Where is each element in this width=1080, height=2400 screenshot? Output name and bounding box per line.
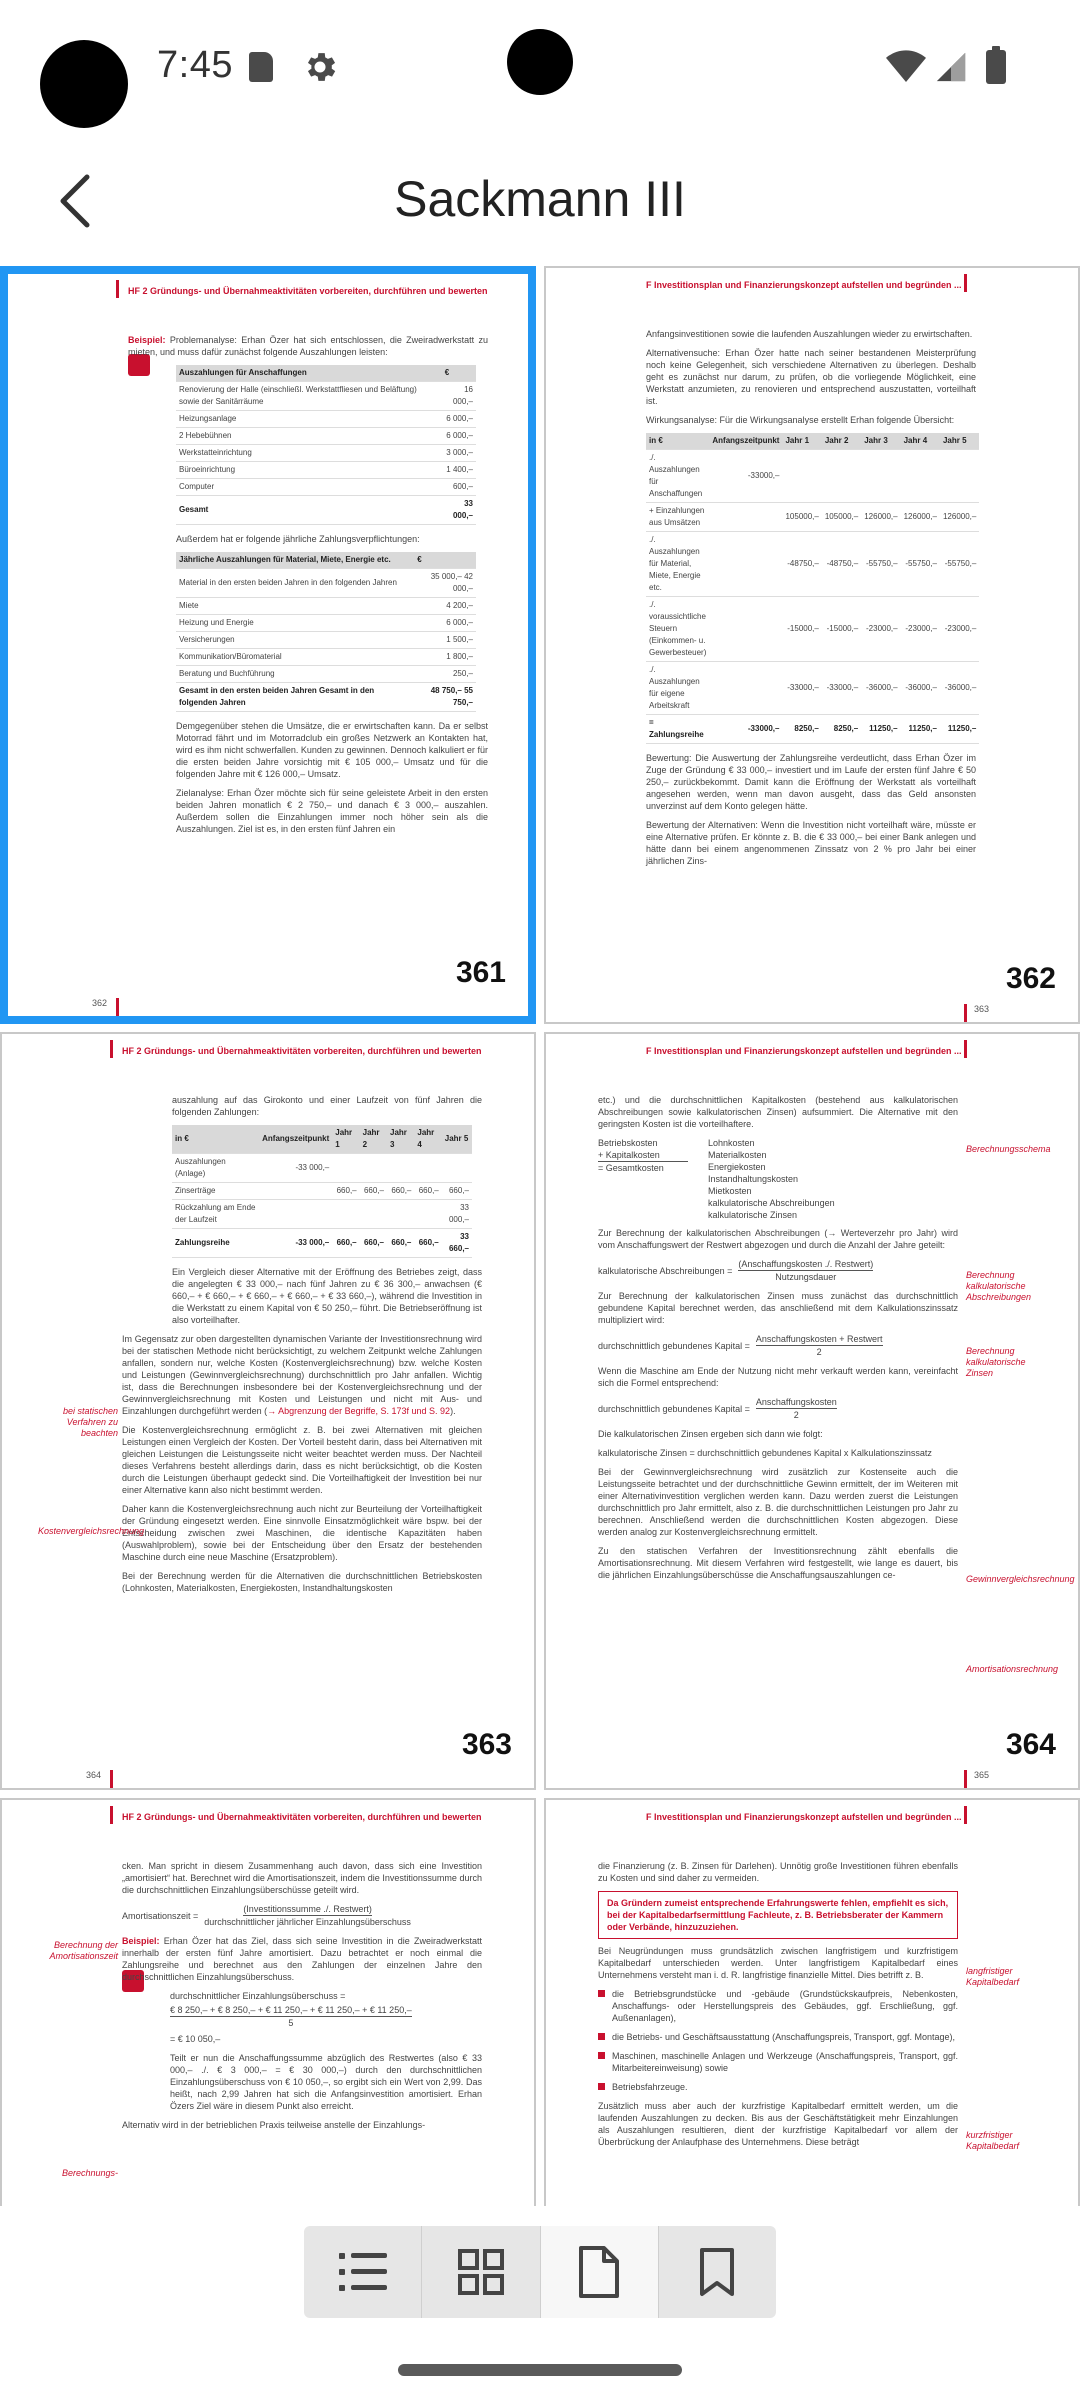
page-body xyxy=(598,1860,958,2155)
example-label: Beispiel: xyxy=(122,1936,160,1946)
table-cell: 2 Hebebühnen xyxy=(176,428,442,445)
formula-numerator: Anschaffungskosten + Restwert xyxy=(755,1334,883,1344)
table-cell: 660,– xyxy=(414,1229,441,1258)
page-thumbnail-366[interactable] xyxy=(544,1798,1080,2206)
table-cell xyxy=(709,503,782,532)
table-cell: 1 400,– xyxy=(442,462,476,479)
bullet-icon xyxy=(598,1990,605,1997)
footer-marker xyxy=(964,1770,967,1788)
annual-payments-table xyxy=(176,552,476,712)
table-cell xyxy=(360,1200,387,1229)
formula-denominator: durchschnittlicher jährlicher Einzahlungsüberschuss xyxy=(204,1917,411,1927)
paragraph: Alternativ wird in der betrieblichen Praxis teilweise anstelle der Einzahlungs- xyxy=(122,2120,426,2130)
table-cell xyxy=(782,450,821,503)
table-cell xyxy=(332,1154,359,1183)
calculation-scheme xyxy=(598,1137,958,1221)
paragraph: Daher kann die Kostenvergleichsrechnung auch nicht zur Beurteilung der Vorteilhaftigkeit der Gründung eingesetzt werden. Eine sinnvolle Einsatzmöglichkeit wäre bspw. bei der Entscheidung zwischen zwei Maschinen, die identische Kapazitäten haben (Auswahlproblem), sowie bei der Entscheidung über den Ersatz der bestehenden Maschine durch eine neue Maschine (Ersatzproblem). xyxy=(122,1504,482,1562)
table-cell xyxy=(414,1154,441,1183)
paragraph: Demgegenüber stehen die Umsätze, die er erwirtschaften kann. Da er selbst Motorrad fährt und im Motorradclub ein großes Netzwerk an Kontakten hat, wird es ihm nicht schwerfallen. Kunden zu gewinnen. Dennoch kalkuliert er für die ersten beiden Jahre vorsichtig mit € 105 000,– Umsatz und für die folgenden Jahre mit € 126 000,– Umsatz. xyxy=(176,721,488,779)
view-toolbar xyxy=(304,2226,776,2318)
table-cell: 35 000,– 42 000,– xyxy=(414,569,476,598)
paragraph: durchschnittlicher Einzahlungsüberschuss = xyxy=(170,1991,346,2001)
paragraph: kalkulatorische Zinsen = durchschnittlich gebundenes Kapital x Kalkulationszinssatz xyxy=(598,1448,932,1458)
table-cell: ./. voraussichtliche Steuern (Einkommen- u. Gewerbesteuer) xyxy=(646,597,709,662)
table-cell: -48750,– xyxy=(782,532,821,597)
table-cell: 660,– xyxy=(387,1183,414,1200)
table-cell: 6 000,– xyxy=(414,615,476,632)
document-page-icon xyxy=(578,2245,620,2299)
margin-note: kurzfristiger Kapitalbedarf xyxy=(966,2130,1020,2151)
paragraph: Bewertung: Die Auswertung der Zahlungsreihe verdeutlicht, dass Erhan Özer im Zuge der Gründung € 33 000,– investiert und im Laufe der ersten fünf Jahre € 50 250,– zurückbekommt. Damit kann die Eröffnung der Werkstatt als vorteilhaft angesehen werden, wenn man davon ausgeht, dass das Geld ansonsten unverzinst auf dem Konto gelegen hätte. xyxy=(646,753,976,811)
page-thumbnail-365[interactable] xyxy=(0,1798,536,2206)
table-cell: 660,– xyxy=(360,1183,387,1200)
table-cell: Heizungsanlage xyxy=(176,411,442,428)
scheme-item: Energiekosten xyxy=(708,1162,766,1172)
table-header: Jahr 1 xyxy=(782,433,821,450)
table-cell: 3 000,– xyxy=(442,445,476,462)
grid-view-button[interactable] xyxy=(422,2226,539,2318)
page-header: F Investitionsplan und Finanzierungskonzept aufstellen und begründen ... xyxy=(646,1046,962,1056)
table-cell: Renovierung der Halle (einschließl. Werkstattfliesen und Beläftung) sowie der Sanitärräume xyxy=(176,382,442,411)
footer-marker xyxy=(110,1770,113,1788)
table-cell: 11250,– xyxy=(861,715,900,744)
formula-capital-simple xyxy=(598,1396,958,1421)
scheme-label: Betriebskosten xyxy=(598,1138,658,1148)
table-header: Jahr 5 xyxy=(442,1125,472,1154)
average-calculation xyxy=(170,2004,412,2029)
table-cell xyxy=(259,1200,332,1229)
scheme-item: kalkulatorische Abschreibungen xyxy=(708,1198,835,1208)
formula-amortisation xyxy=(122,1903,482,1928)
scheme-item: Mietkosten xyxy=(708,1186,752,1196)
page-header: HF 2 Gründungs- und Übernahmeaktivitäten vorbereiten, durchführen und bewerten xyxy=(128,286,488,296)
formula-numerator: Anschaffungskosten xyxy=(755,1397,837,1407)
table-cell: -33000,– xyxy=(709,715,782,744)
table-header: Jahr 3 xyxy=(861,433,900,450)
list-item xyxy=(598,1988,958,2024)
table-cell: ./. Auszahlungen für Material, Miete, Energie etc. xyxy=(646,532,709,597)
paragraph: Anfangsinvestitionen sowie die laufenden Auszahlungen wieder zu erwirtschaften. xyxy=(646,329,973,339)
page-body xyxy=(128,334,488,842)
table-cell xyxy=(259,1183,332,1200)
table-header: Jahr 3 xyxy=(387,1125,414,1154)
page-view-button[interactable] xyxy=(541,2226,658,2318)
table-cell: 1 500,– xyxy=(414,632,476,649)
printed-page-number: 364 xyxy=(86,1770,102,1780)
header-marker xyxy=(964,1806,967,1824)
formula-denominator: 2 xyxy=(816,1347,822,1357)
margin-note: langfristiger Kapitalbedarf xyxy=(966,1966,1020,1987)
table-cell: 33 660,– xyxy=(442,1229,472,1258)
scheme-item: kalkulatorische Zinsen xyxy=(708,1210,798,1220)
page-header: F Investitionsplan und Finanzierungskonzept aufstellen und begründen ... xyxy=(646,1812,962,1822)
paragraph: Wenn die Maschine am Ende der Nutzung nicht mehr verkauft werden kann, vereinfacht sich die Formel entsprechend: xyxy=(598,1366,958,1388)
table-cell: 11250,– xyxy=(901,715,940,744)
page-thumbnail-364[interactable] xyxy=(544,1032,1080,1790)
margin-note: Kostenvergleichsrechnung xyxy=(38,1526,145,1536)
formula-lhs: Amortisationszeit = xyxy=(122,1910,199,1921)
margin-note: Berechnungsschema xyxy=(966,1144,1051,1154)
table-cell: -55750,– xyxy=(940,532,979,597)
table-cell: 33 000,– xyxy=(442,496,476,525)
paragraph: ). xyxy=(450,1406,456,1416)
table-cell: 4 200,– xyxy=(414,598,476,615)
margin-note: Amortisationsrechnung xyxy=(966,1664,1059,1674)
table-cell: -33000,– xyxy=(782,662,821,715)
margin-note: Berechnungs- xyxy=(61,2168,118,2178)
list-icon xyxy=(337,2249,389,2295)
formula-depreciation xyxy=(598,1258,958,1283)
table-cell xyxy=(709,597,782,662)
paragraph: Zur Berechnung der kalkulatorischen Zinsen muss zunächst das durchschnittlich gebundene Kapital berechnet werden, das anschließend mit dem Kalkulationszinssatz multipliziert wird: xyxy=(598,1291,958,1325)
scheme-item: Lohnkosten xyxy=(708,1138,755,1148)
scheme-item: Materialkosten xyxy=(708,1150,767,1160)
page-number: 363 xyxy=(461,1728,512,1761)
table-cell xyxy=(414,1200,441,1229)
table-cell: 105000,– xyxy=(782,503,821,532)
formula-lhs: durchschnittlich gebundenes Kapital = xyxy=(598,1340,750,1351)
table-cell: -23000,– xyxy=(940,597,979,662)
table-cell: -36000,– xyxy=(861,662,900,715)
table-cell xyxy=(901,450,940,503)
paragraph: Die kalkulatorischen Zinsen ergeben sich dann wie folgt: xyxy=(598,1429,823,1439)
header-marker xyxy=(964,274,967,292)
paragraph: Alternativensuche: Erhan Özer hatte nach seiner bestandenen Meisterprüfung noch keine Gelegenheit, sich verschiedene Alternativen zu überlegen. Deshalb geht es zunächst nur darum, zu prüfen, ob die vorliegende Möglichkeit, eine Werkstatt anzumieten, zu renovieren und entsprechend auszustatten, vorteilhaft ist. xyxy=(646,348,976,406)
page-body xyxy=(22,1094,482,1601)
table-cell: 126000,– xyxy=(940,503,979,532)
table-cell: 8250,– xyxy=(782,715,821,744)
table-cell: = Zahlungsreihe xyxy=(646,715,709,744)
paragraph: Im Gegensatz zur oben dargestellten dynamischen Variante der Investitionsrechnung wird bei der statischen Methode nicht berücksichtigt, zu welchem Zeitpunkt welche Zahlungen anfallen, sondern nur, welche Kosten (Kostenvergleichsrechnung) bzw. welche Kosten und Leistungen (Gewinnvergleichsrechnung) durchschnittlich pro Jahr anfallen. Wichtig ist, dass die Berechnungen insbesondere bei der Kostenvergleichsrechnung und der Gewinnvergleichsrechnung mit Kosten und Leistungen und nicht mit Aus- und Einzahlungen durchgeführt werden ( xyxy=(122,1334,482,1416)
page-number: 361 xyxy=(455,956,506,989)
table-cell: 33 000,– xyxy=(442,1200,472,1229)
paragraph: Zielanalyse: Erhan Özer möchte sich für seine geleistete Arbeit in den ersten beiden Jahren monatlich € 2 750,– und danach € 3 000,– auszahlen. Außerdem sollen die Einzahlungen immer noch höher sein als die Auszahlungen. Ziel ist es, in den ersten fünf Jahren ein xyxy=(176,788,488,834)
table-cell: 250,– xyxy=(414,666,476,683)
table-cell: Versicherungen xyxy=(176,632,414,649)
table-cell: 600,– xyxy=(442,479,476,496)
page-thumbnail-363[interactable] xyxy=(0,1032,536,1790)
list-item-text: Betriebsfahrzeuge. xyxy=(612,2082,688,2092)
paragraph: Bewertung der Alternativen: Wenn die Investition nicht vorteilhaft wäre, müsste er eine Alternative prüfen. Er könnte z. B. die € 33 000,– bei einer Bank anlegen und hätte dann bei einem angenommenen Zinssatz von 2 % pro Jahr bei einer jährlichen Zins- xyxy=(646,820,976,866)
paragraph: Zu den statischen Verfahren der Investitionsrechnung zählt ebenfalls die Amortisationsrechnung. Mit diesem Verfahren wird festgestellt, wie lange es dauert, bis die jährlichen Einzahlungsüberschüsse die Anschaffungsauszahlungen ce- xyxy=(598,1546,958,1580)
calculation-result: = € 10 050,– xyxy=(170,2034,221,2044)
table-cell: Werkstatteinrichtung xyxy=(176,445,442,462)
printed-page-number: 363 xyxy=(974,1004,990,1014)
table-cell xyxy=(360,1154,387,1183)
table-header: Jahr 4 xyxy=(901,433,940,450)
margin-note: Berechnung kalkulatorische Zinsen xyxy=(966,1346,1026,1378)
list-item-text: Maschinen, maschinelle Anlagen und Werkzeuge (Anschaffungspreis, Transport, ggf. Mitarbeitereinweisung) sowie xyxy=(612,2051,958,2073)
table-cell: 48 750,– 55 750,– xyxy=(414,683,476,712)
example-label: Beispiel: xyxy=(128,335,166,345)
front-camera xyxy=(507,29,573,95)
info-callout: Da Gründern zumeist entsprechende Erfahrungswerte fehlen, empfiehlt es sich, bei der Kapitalbedarfsermittlung Fachleute, z. B. Betriebsberater der Kammern oder Verbände, hinzuzuziehen. xyxy=(598,1891,958,1939)
page-number: 362 xyxy=(1005,962,1056,995)
table-header: Jahr 2 xyxy=(360,1125,387,1154)
list-item xyxy=(598,2031,958,2043)
header-marker xyxy=(116,280,119,298)
outline-list-button[interactable] xyxy=(304,2226,421,2318)
paragraph: auszahlung auf das Girokonto und einer Laufzeit von fünf Jahren die folgenden Zahlungen: xyxy=(172,1095,482,1117)
paragraph: Wirkungsanalyse: Für die Wirkungsanalyse erstellt Erhan folgende Übersicht: xyxy=(646,415,955,425)
bullet-icon xyxy=(598,2083,605,2090)
bullet-list xyxy=(598,1988,958,2093)
table-cell: Kommunikation/Büromaterial xyxy=(176,649,414,666)
page-body xyxy=(122,1860,482,2138)
table-header: Jahr 5 xyxy=(940,433,979,450)
paragraph: Bei der Gewinnvergleichsrechnung wird zusätzlich zur Kostenseite auch die Leistungsseite betrachtet und der durchschnittliche Gewinn ermittelt, der im Weiteren mit einer Alternativinvestition verglichen werden kann. Dazu werden zuerst die Leistungen durchschnittlich pro Jahr ermittelt, also z. B. die durchschnittlichen Leistungen pro Jahr zu berechnen. Anschließend werden die durchschnittlichen Kosten abgezogen. Diese werden analog zur Kostenvergleichsrechnung ermittelt. xyxy=(598,1467,958,1537)
gear-icon xyxy=(301,48,339,86)
page-thumbnail-grid[interactable] xyxy=(0,266,1080,2206)
table-cell: + Einzahlungen aus Umsätzen xyxy=(646,503,709,532)
document-title: Sackmann III xyxy=(394,171,686,227)
page-body xyxy=(646,328,976,874)
table-header: in € xyxy=(646,433,709,450)
table-cell xyxy=(709,662,782,715)
table-cell: -15000,– xyxy=(782,597,821,662)
table-cell: ./. Auszahlungen für Anschaffungen xyxy=(646,450,709,503)
table-cell: -33000,– xyxy=(822,662,861,715)
page-header: HF 2 Gründungs- und Übernahmeaktivitäten vorbereiten, durchführen und bewerten xyxy=(122,1046,482,1056)
table-header: Anfangszeitpunkt xyxy=(259,1125,332,1154)
table-header: Jahr 1 xyxy=(332,1125,359,1154)
scheme-item: Instandhaltungskosten xyxy=(708,1174,799,1184)
status-time: 7:45 xyxy=(157,44,233,86)
table-cell: 6 000,– xyxy=(442,411,476,428)
page-header: F Investitionsplan und Finanzierungskonzept aufstellen und begründen ... xyxy=(646,280,962,290)
footer-marker xyxy=(964,1004,967,1022)
cashflow-table xyxy=(646,433,979,744)
table-header: Auszahlungen für Anschaffungen xyxy=(176,365,442,382)
table-cell: -15000,– xyxy=(822,597,861,662)
table-header: € xyxy=(442,365,476,382)
table-cell: Material in den ersten beiden Jahren in den folgenden Jahren xyxy=(176,569,414,598)
table-cell: ./. Auszahlungen für eigene Arbeitskraft xyxy=(646,662,709,715)
table-cell xyxy=(709,532,782,597)
table-cell: -55750,– xyxy=(901,532,940,597)
table-cell xyxy=(332,1200,359,1229)
table-cell: Büroeinrichtung xyxy=(176,462,442,479)
scheme-label: = Gesamtkosten xyxy=(598,1161,688,1174)
paragraph: Bei der Berechnung werden für die Alternativen die durchschnittlichen Betriebskosten (Lohnkosten, Materialkosten, Energiekosten, Instandhaltungskosten xyxy=(122,1571,482,1593)
table-cell: 6 000,– xyxy=(442,428,476,445)
battery-icon xyxy=(986,50,1006,84)
formula-numerator: (Anschaffungskosten ./. Restwert) xyxy=(738,1259,874,1269)
table-header: Jährliche Auszahlungen für Material, Miete, Energie etc. xyxy=(176,552,414,569)
table-cell xyxy=(442,1154,472,1183)
page-number: 364 xyxy=(1005,1728,1056,1761)
list-item xyxy=(598,2050,958,2074)
grid-icon xyxy=(457,2248,505,2296)
formula-numerator: € 8 250,– + € 8 250,– + € 11 250,– + € 11 250,– + € 11 250,– xyxy=(170,2005,412,2015)
table-cell: -48750,– xyxy=(822,532,861,597)
paragraph: Bei Neugründungen muss grundsätzlich zwischen langfristigem und kurzfristigem Kapitalbedarf unterschieden werden. Unter langfristigem Kapitalbedarf eines Unternehmens versteht man i. d. R. langfristige finanzielle Mittel. Dies betrifft z. B. xyxy=(598,1946,958,1980)
paragraph: Außerdem hat er folgende jährliche Zahlungsverpflichtungen: xyxy=(176,534,420,544)
page-thumbnail-362[interactable] xyxy=(544,266,1080,1024)
table-cell: -23000,– xyxy=(861,597,900,662)
paragraph: etc.) und die durchschnittlichen Kapitalkosten (bestehend aus kalkulatorischen Abschreibungen sowie kalkulatorischen Zinsen) aufsummiert. Die Alternative mit den geringsten Kosten ist die vorteilhaftere. xyxy=(598,1095,958,1129)
table-cell: 660,– xyxy=(332,1183,359,1200)
table-cell: -33 000,– xyxy=(259,1154,332,1183)
table-cell xyxy=(387,1200,414,1229)
table-cell xyxy=(861,450,900,503)
table-header: € xyxy=(414,552,476,569)
formula-denominator: 2 xyxy=(793,1410,799,1420)
gesture-home-bar[interactable] xyxy=(398,2364,682,2376)
table-cell: Zahlungsreihe xyxy=(172,1229,259,1258)
paragraph: Zusätzlich muss aber auch der kurzfristige Kapitalbedarf ermittelt werden, um die laufenden Auszahlungen zu decken. Bis aus der Geschäftstätigkeit mehr Einzahlungen als Auszahlungen resultieren, dient der kurzfristige Kapitalbedarf vor allem der Überbrückung der Anlaufphase des Unternehmens. Diese beträgt xyxy=(598,2101,958,2147)
wifi-icon xyxy=(886,50,926,84)
header-marker xyxy=(110,1040,113,1058)
scheme-label: + Kapitalkosten xyxy=(598,1150,660,1160)
table-cell: 1 800,– xyxy=(414,649,476,666)
table-cell: -23000,– xyxy=(901,597,940,662)
page-thumbnail-361[interactable] xyxy=(0,266,536,1024)
table-cell: Beratung und Buchführung xyxy=(176,666,414,683)
paragraph: die Finanzierung (z. B. Zinsen für Darlehen). Unnötig große Investitionen führen ebenfalls zu Kosten und sind daher zu vermeiden. xyxy=(598,1861,958,1883)
table-cell: Gesamt xyxy=(176,496,442,525)
table-cell: Auszahlungen (Anlage) xyxy=(172,1154,259,1183)
table-cell: 660,– xyxy=(414,1183,441,1200)
page-body xyxy=(598,1094,958,1588)
table-header: Jahr 2 xyxy=(822,433,861,450)
margin-note: bei statischen Verfahren zu beachten xyxy=(62,1406,118,1438)
paragraph: Ein Vergleich dieser Alternative mit der Eröffnung des Betriebes zeigt, dass die angelegten € 33 000,– nach fünf Jahren zu € 36 300,– anwachsen (€ 660,– + € 660,– + € 660,– + € 660,– + € 33 660,–), während die Investition in die Werkstatt zu einem Kapital von € 50 250,– führt. Die Betriebseröffnung ist also vorteilhafter. xyxy=(172,1267,482,1325)
table-cell: -33000,– xyxy=(709,450,782,503)
table-cell: 126000,– xyxy=(901,503,940,532)
sim-card-icon xyxy=(249,52,273,82)
list-item xyxy=(598,2081,958,2093)
list-item-text: die Betriebs- und Geschäftsausstattung (Anschaffungspreis, Transport, ggf. Montage), xyxy=(612,2032,956,2042)
printed-page-number: 365 xyxy=(974,1770,990,1780)
page-header: HF 2 Gründungs- und Übernahmeaktivitäten vorbereiten, durchführen und bewerten xyxy=(122,1812,482,1822)
table-header: Jahr 4 xyxy=(414,1125,441,1154)
payments-table xyxy=(176,365,476,525)
bullet-icon xyxy=(598,2052,605,2059)
bullet-icon xyxy=(598,2033,605,2040)
status-bar xyxy=(0,0,1080,140)
investment-table xyxy=(172,1125,472,1258)
table-header: Anfangszeitpunkt xyxy=(709,433,782,450)
table-cell: Heizung und Energie xyxy=(176,615,414,632)
printed-page-number: 362 xyxy=(92,998,108,1008)
table-cell xyxy=(940,450,979,503)
formula-numerator: (Investitionssumme ./. Restwert) xyxy=(243,1904,372,1914)
formula-lhs: durchschnittlich gebundenes Kapital = xyxy=(598,1403,750,1414)
camera-cutout xyxy=(40,40,128,128)
table-cell: Miete xyxy=(176,598,414,615)
signal-icon xyxy=(934,50,968,84)
app-bar xyxy=(0,140,1080,260)
margin-note: Berechnung kalkulatorische Abschreibungen xyxy=(966,1270,1032,1302)
table-cell: Gesamt in den ersten beiden Jahren Gesamt in den folgenden Jahren xyxy=(176,683,414,712)
paragraph: Problemanalyse: Erhan Özer hat sich entschlossen, die Zweiradwerkstatt zu mieten, und muss dafür zunächst folgende Auszahlungen leisten: xyxy=(128,335,488,357)
table-cell: 8250,– xyxy=(822,715,861,744)
bookmark-icon xyxy=(699,2247,735,2297)
formula-denominator: Nutzungsdauer xyxy=(775,1272,837,1282)
header-marker xyxy=(964,1040,967,1058)
table-header: in € xyxy=(172,1125,259,1154)
paragraph: cken. Man spricht in diesem Zusammenhang auch davon, dass sich eine Investition „amortisiert“ hat. Berechnet wird die Amortisationszeit, indem die Investitionssumme durch die durchschnittlichen Einzahlungsüberschüsse geteilt wird. xyxy=(122,1861,482,1895)
bookmarks-button[interactable] xyxy=(659,2226,776,2318)
formula-capital xyxy=(598,1333,958,1358)
margin-note: Berechnung der Amortisationszeit xyxy=(49,1940,118,1961)
table-cell: 16 000,– xyxy=(442,382,476,411)
footer-marker xyxy=(116,998,119,1016)
table-cell: -36000,– xyxy=(901,662,940,715)
list-item-text: die Betriebsgrundstücke und -gebäude (Grundstückskaufpreis, Nebenkosten, Anschaffungs- oder Herstellungspreis des Gebäudes, ggf. Erschließung, ggf. Außenanlagen), xyxy=(612,1989,958,2023)
table-cell: 660,– xyxy=(360,1229,387,1258)
paragraph: Teilt er nun die Anschaffungssumme abzüglich des Restwertes (also € 33 000,– ./. € 3 000,– = € 30 000,–) durch den durchschnittlichen Einzahlungsüberschuss von € 10 050,–, so ergibt sich ein Wert von 2,99. Das heißt, nach 2,99 Jahren hat sich die Anfangsinvestition amortisiert. Erhan Özers Ziel wäre in diesem Punkt also erreicht. xyxy=(170,2053,482,2111)
table-cell: 660,– xyxy=(387,1229,414,1258)
cross-reference-link[interactable]: → Abgrenzung der Begriffe, S. 173f und S. 92 xyxy=(267,1406,451,1416)
table-cell: 11250,– xyxy=(940,715,979,744)
formula-denominator: 5 xyxy=(288,2018,294,2028)
table-cell: Zinserträge xyxy=(172,1183,259,1200)
table-cell: 126000,– xyxy=(861,503,900,532)
paragraph: Zur Berechnung der kalkulatorischen Abschreibungen (→ Werteverzehr pro Jahr) wird vom Anschaffungswert der Restwert abgezogen und durch die Anzahl der Jahre geteilt: xyxy=(598,1228,958,1250)
table-cell: -36000,– xyxy=(940,662,979,715)
table-cell: -33 000,– xyxy=(259,1229,332,1258)
margin-note: Gewinnvergleichsrechnung xyxy=(966,1574,1075,1584)
paragraph: Die Kostenvergleichsrechnung ermöglicht z. B. bei zwei Alternativen mit gleichen Leistungen einen Vergleich der Kosten. Der Vorteil besteht darin, dass bei Alternativen mit gleichen Leistungen die Leistungsseite nicht weiter beachtet werden muss. Der Nachteil dieses Verfahrens besteht allerdings darin, dass es nicht berücksichtigt, ob die Kosten durch die Leistungen überhaupt gedeckt sind. Die Vorteilhaftigkeit der Investition bei nur einer Alternative kann also nicht bestimmt werden. xyxy=(122,1425,482,1495)
table-cell xyxy=(822,450,861,503)
header-marker xyxy=(110,1806,113,1824)
table-cell: Rückzahlung am Ende der Laufzeit xyxy=(172,1200,259,1229)
table-cell xyxy=(387,1154,414,1183)
table-cell: 660,– xyxy=(442,1183,472,1200)
table-cell: Computer xyxy=(176,479,442,496)
formula-lhs: kalkulatorische Abschreibungen = xyxy=(598,1265,733,1276)
table-cell: 660,– xyxy=(332,1229,359,1258)
paragraph: Erhan Özer hat das Ziel, dass sich seine Investition in die Zweiradwerkstatt innerhalb der ersten fünf Jahre amortisiert. Dazu betrachtet er noch einmal die Zahlungsreihe und berechnet aus den Zahlungen der einzelnen Jahre den durchschnittlichen Einzahlungsüberschuss. xyxy=(122,1936,482,1982)
table-cell: -55750,– xyxy=(861,532,900,597)
table-cell: 105000,– xyxy=(822,503,861,532)
